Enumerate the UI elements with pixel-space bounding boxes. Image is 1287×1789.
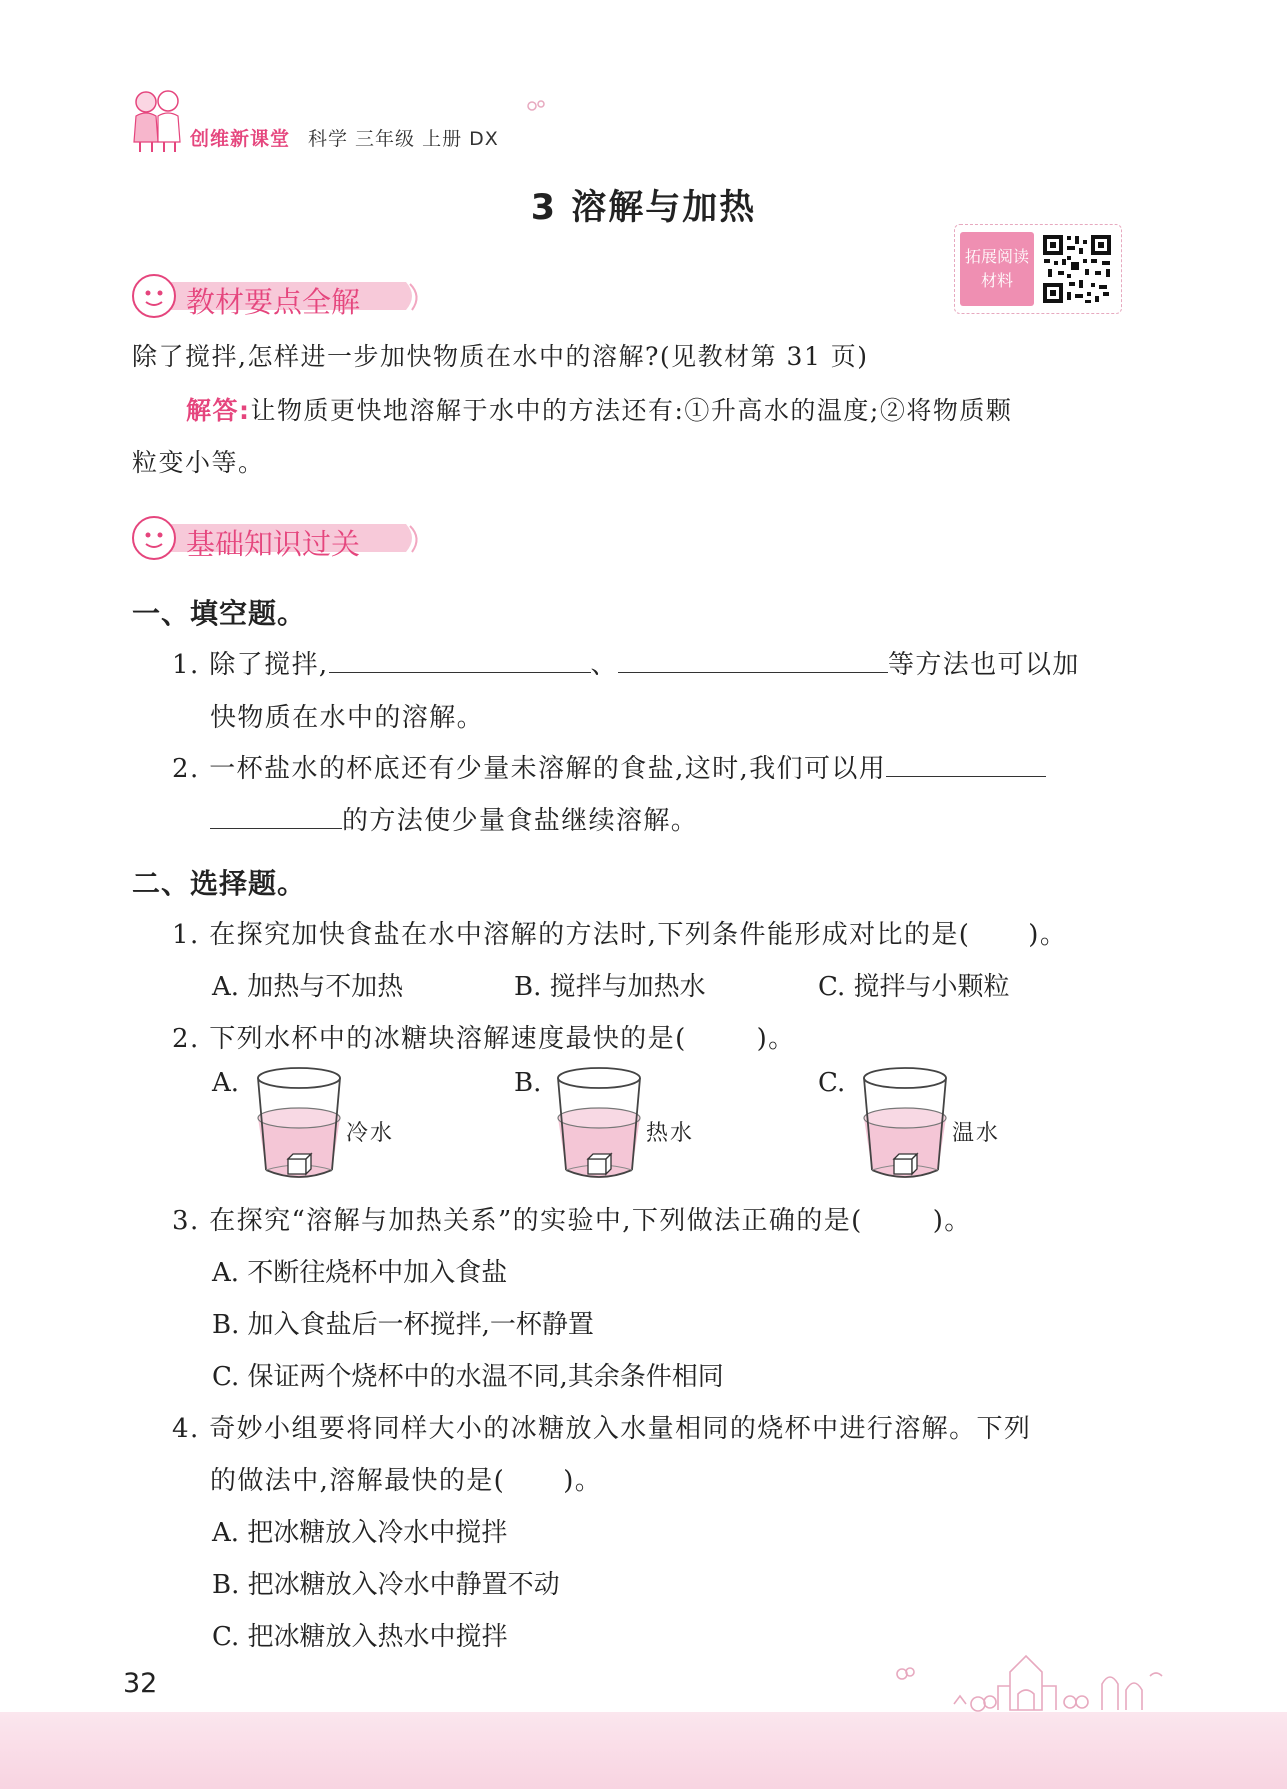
choice-q1-stem	[172, 914, 1172, 951]
cup-c-label: 温水	[952, 1121, 1001, 1146]
fill-q2-suffix: 的方法使少量食盐继续溶解。	[342, 806, 699, 836]
section-title-key-points: 教材要点全解	[186, 285, 361, 319]
choice-q3-option-a[interactable]: A. 不断往烧杯中加入食盐	[212, 1258, 508, 1288]
choice-q2-close: )。	[756, 1024, 796, 1054]
fill-q1-suffix: 等方法也可以加	[887, 650, 1080, 680]
book-info: 科学 三年级 上册 DX	[308, 128, 499, 150]
question-number: 4.	[172, 1414, 200, 1444]
castle-decoration-icon	[880, 1646, 1170, 1726]
extended-reading-label	[960, 232, 1034, 306]
beaker-warm-water-icon	[860, 1064, 950, 1184]
choice-q4-close: )。	[563, 1466, 603, 1496]
section-banner-key-points	[128, 270, 428, 322]
choice-q3-stem	[172, 1200, 1172, 1237]
beaker-cold-water-icon	[254, 1064, 344, 1184]
chapter-title: 3 溶解与加热	[530, 188, 757, 228]
cup-c-letter[interactable]: C.	[818, 1068, 846, 1098]
qr-label-line2: 材料	[980, 271, 1013, 290]
fill-q2-line1	[172, 748, 1172, 785]
choice-q1-option-a[interactable]: A. 加热与不加热	[212, 972, 404, 1002]
qr-label-line1: 拓展阅读	[964, 247, 1029, 266]
fill-q1-prefix: 除了搅拌,	[209, 650, 329, 680]
choice-q4-text-2: 的做法中,溶解最快的是(	[210, 1466, 506, 1496]
choice-q4-option-b[interactable]: B. 把冰糖放入冷水中静置不动	[212, 1570, 560, 1600]
choice-q2-text: 下列水杯中的冰糖块溶解速度最快的是(	[209, 1024, 687, 1054]
cup-b-label: 热水	[646, 1121, 695, 1146]
fill-q2-text: 一杯盐水的杯底还有少量未溶解的食盐,这时,我们可以用	[209, 754, 887, 784]
fill-q1-separator: 、	[590, 650, 618, 680]
choice-q4-option-a[interactable]: A. 把冰糖放入冷水中搅拌	[212, 1518, 508, 1548]
qr-code-icon[interactable]	[1040, 232, 1114, 306]
question-number: 1.	[172, 650, 200, 680]
fill-q1-line1	[172, 644, 1172, 681]
answer-blank[interactable]	[886, 752, 1046, 777]
cup-a-letter[interactable]: A.	[212, 1068, 240, 1098]
choice-q3-option-b[interactable]: B. 加入食盐后一杯搅拌,一杯静置	[212, 1310, 594, 1340]
choice-q3-option-c[interactable]: C. 保证两个烧杯中的水温不同,其余条件相同	[212, 1362, 724, 1392]
section-banner-basic-knowledge	[128, 512, 428, 564]
answer-blank[interactable]	[329, 648, 591, 673]
answer-line-1	[186, 386, 1146, 436]
choice-q4-option-c[interactable]: C. 把冰糖放入热水中搅拌	[212, 1622, 508, 1652]
question-number: 2.	[172, 1024, 200, 1054]
fill-q2-line2	[210, 800, 1210, 837]
answer-blank[interactable]	[618, 648, 888, 673]
choice-q4-stem-line1	[172, 1408, 1172, 1445]
choice-q1-option-c[interactable]: C. 搅拌与小颗粒	[818, 972, 1010, 1002]
question-number: 3.	[172, 1206, 200, 1236]
page-number: 32	[123, 1668, 158, 1699]
choice-q1-text: 在探究加快食盐在水中溶解的方法时,下列条件能形成对比的是(	[209, 920, 971, 950]
choice-q3-close: )。	[932, 1206, 972, 1236]
textbook-question: 除了搅拌,怎样进一步加快物质在水中的溶解?(见教材第 31 页)	[132, 342, 869, 371]
mascot-logo	[128, 86, 186, 154]
series-name: 创维新课堂	[190, 128, 291, 150]
choice-q1-close: )。	[1028, 920, 1068, 950]
section-title-basic-knowledge: 基础知识过关	[186, 527, 361, 561]
choice-q4-stem-line2	[210, 1460, 1210, 1497]
answer-text: 让物质更快地溶解于水中的方法还有:①升高水的温度;②将物质颗	[250, 396, 1013, 425]
choice-q2-stem	[172, 1018, 1172, 1055]
cup-b-letter[interactable]: B.	[514, 1068, 542, 1098]
choice-q4-text: 奇妙小组要将同样大小的冰糖放入水量相同的烧杯中进行溶解。下列	[209, 1414, 1032, 1444]
flower-icon	[524, 96, 548, 120]
answer-label: 解答:	[186, 396, 251, 425]
part-heading-fill-blank: 一、填空题。	[132, 597, 307, 630]
choice-q3-text: 在探究“溶解与加热关系”的实验中,下列做法正确的是(	[209, 1206, 863, 1236]
part-heading-choice: 二、选择题。	[132, 867, 307, 900]
fill-q1-line2: 快物质在水中的溶解。	[210, 703, 485, 733]
question-number: 1.	[172, 920, 200, 950]
question-number: 2.	[172, 754, 200, 784]
choice-q1-option-b[interactable]: B. 搅拌与加热水	[514, 972, 706, 1002]
beaker-hot-water-icon	[554, 1064, 644, 1184]
running-header	[190, 124, 499, 151]
answer-blank[interactable]	[210, 804, 342, 829]
cup-a-label: 冷水	[346, 1121, 395, 1146]
answer-line-2: 粒变小等。	[132, 448, 265, 477]
